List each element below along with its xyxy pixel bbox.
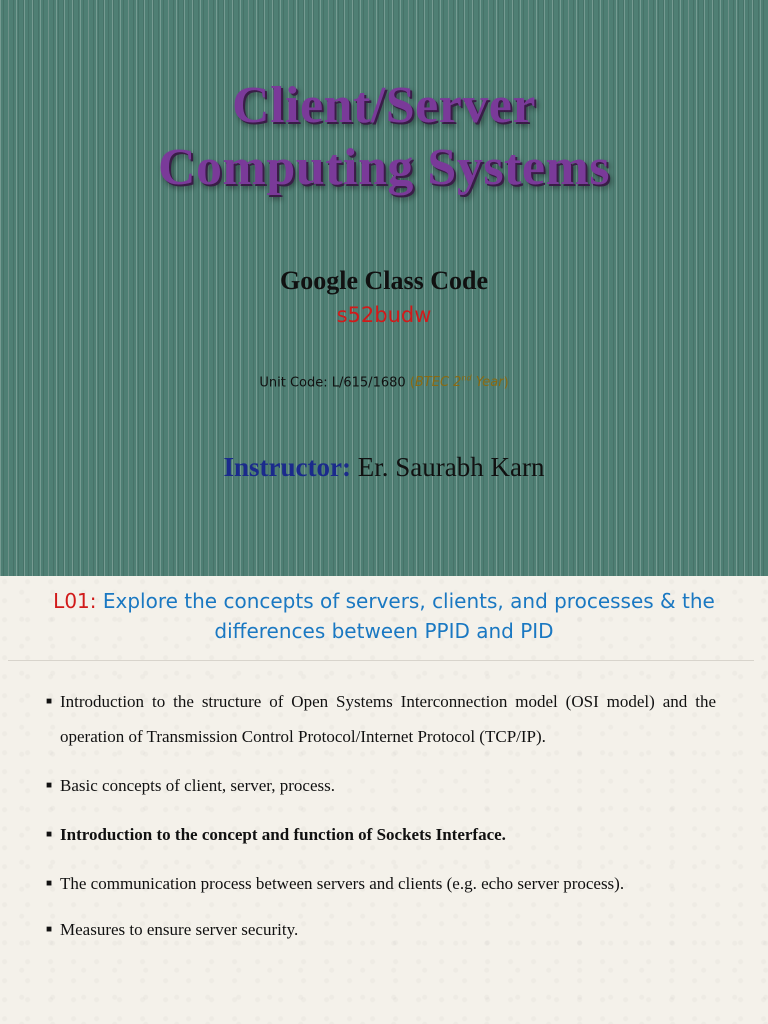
paren-open: ( <box>409 375 415 391</box>
list-item <box>46 912 716 947</box>
unit-code <box>0 374 768 390</box>
list-item-text: Measures to ensure server security. <box>60 920 299 939</box>
lo-text: Explore the concepts of servers, clients, and processes & the differences between PPID and PID <box>102 589 715 643</box>
list-item-text: The communication process between servers and clients (e.g. echo server process). <box>60 874 625 893</box>
list-item <box>46 817 716 852</box>
list-item <box>46 866 716 901</box>
paren-close: ) <box>503 375 509 391</box>
square-bullet-icon: ■ <box>46 696 53 707</box>
list-item-text: Introduction to the concept and function of Sockets Interface. <box>60 825 506 844</box>
square-bullet-icon: ■ <box>46 829 53 840</box>
divider <box>8 660 754 661</box>
topic-list <box>46 684 716 947</box>
square-bullet-icon: ■ <box>46 780 53 791</box>
title-line-2: Computing Systems <box>158 139 610 196</box>
unit-code-label: Unit Code: L/615/1680 <box>259 375 406 391</box>
title-line-1: Client/Server <box>232 77 536 134</box>
learning-outcome-slide <box>0 576 768 1024</box>
list-item <box>46 684 716 754</box>
lo-code: L01: <box>53 589 97 613</box>
instructor <box>0 452 768 483</box>
btec-sup: nd <box>461 374 472 383</box>
btec-year <box>415 375 504 390</box>
list-item-text: Introduction to the structure of Open Systems Interconnection model (OSI model) and the operation of Transmission Control Protocol/Internet Protocol (TCP/IP). <box>60 692 716 746</box>
list-item <box>46 768 716 803</box>
square-bullet-icon: ■ <box>46 878 53 889</box>
learning-outcome-heading <box>0 586 768 646</box>
class-code-label: Google Class Code <box>280 266 488 295</box>
list-item-text: Basic concepts of client, server, process. <box>60 776 335 795</box>
btec-prefix: BTEC 2 <box>414 375 462 391</box>
btec-suffix: Year <box>471 375 504 391</box>
square-bullet-icon: ■ <box>46 924 53 935</box>
class-code: s52budw <box>336 303 432 327</box>
instructor-label: Instructor: <box>223 452 352 482</box>
instructor-name: Er. Saurabh Karn <box>357 452 545 482</box>
